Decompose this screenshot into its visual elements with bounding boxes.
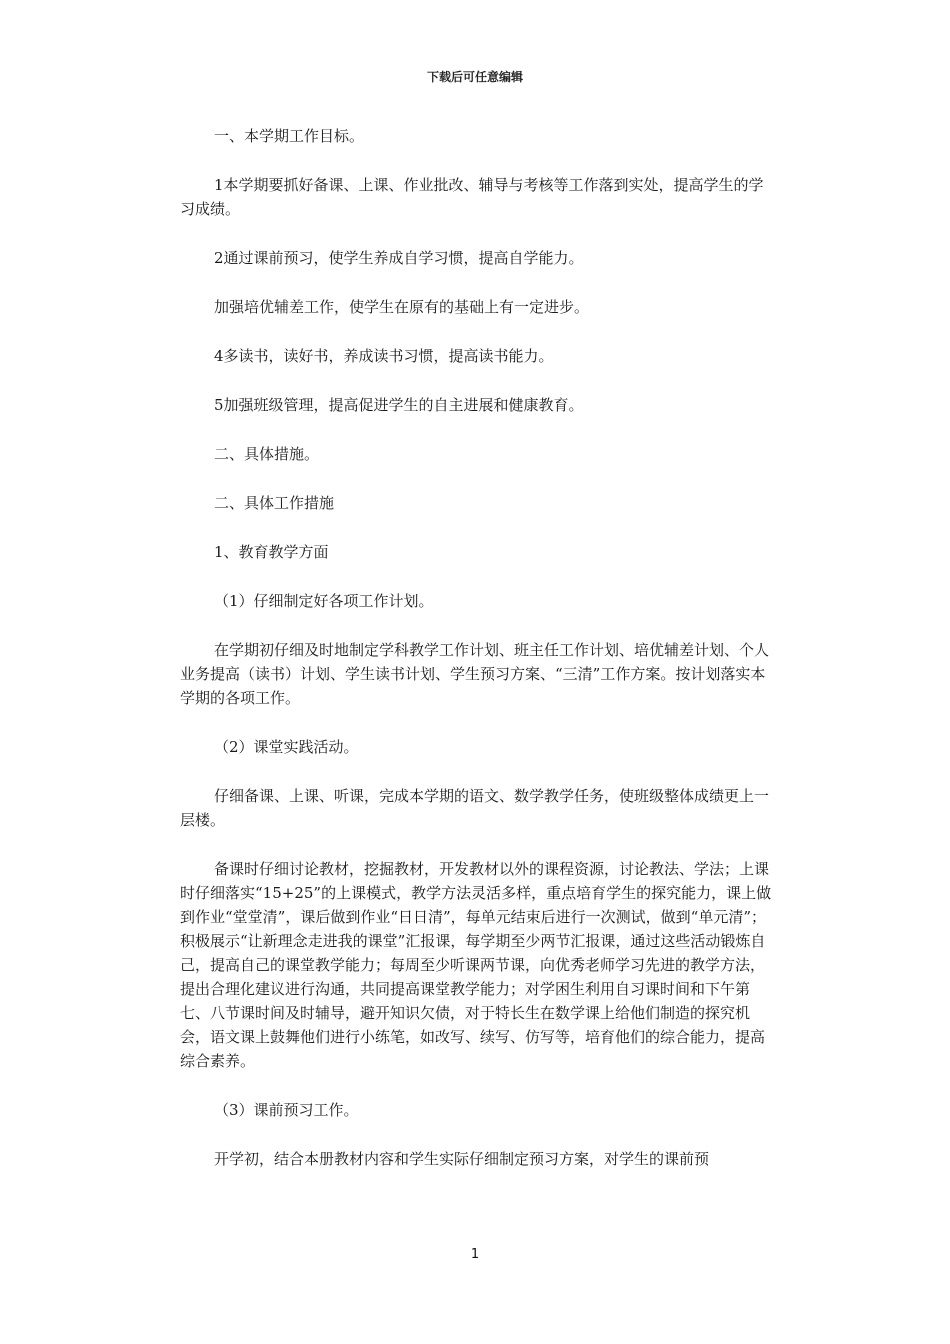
page-number: 1: [470, 1247, 480, 1262]
goal-item-3: 加强培优辅差工作，使学生在原有的基础上有一定进步。: [214, 298, 590, 316]
section-heading-measures: 二、具体措施。: [214, 445, 320, 463]
paragraph-classroom-detail: 备课时仔细讨论教材，挖掘教材，开发教材以外的课程资源，讨论教法、学法；上课时仔细落实“15+25”的上课模式，教学方法灵活多样，重点培育学生的探究能力，课上做到作业“堂堂清”，课后做到作业“日日清”，每单元结束后进行一次测试，做到“单元清”；积极展示“让新理念走进我的课堂”汇报课，每学期至少两节汇报课，通过这些活动锻炼自己，提高自己的课堂教学能力；每周至少听课两节课，向优秀老师学习先进的教学方法，提出合理化建议进行沟通，共同提高课堂教学能力；对学困生利用自习课时间和下午第七、八节课时间及时辅导，避开知识欠债，对于特长生在数学课上给他们制造的探究机会，语文课上鼓舞他们进行小练笔，如改写、续写、仿写等，培育他们的综合能力，提高综合素养。: [180, 860, 772, 1070]
goal-item-5: 5加强班级管理，提高促进学生的自主进展和健康教育。: [214, 396, 584, 414]
item-heading-preview: （3）课前预习工作。: [214, 1101, 359, 1119]
section-heading-goals: 一、本学期工作目标。: [214, 127, 365, 145]
item-heading-plans: （1）仔细制定好各项工作计划。: [214, 592, 434, 610]
document-body: [180, 124, 772, 1196]
goal-item-2: 2通过课前预习，使学生养成自学习惯，提高自学能力。: [214, 249, 584, 267]
page-header-note: 下载后可任意编辑: [426, 70, 523, 84]
paragraph-preview: 开学初，结合本册教材内容和学生实际仔细制定预习方案，对学生的课前预: [214, 1150, 710, 1168]
paragraph-plans: 在学期初仔细及时地制定学科教学工作计划、班主任工作计划、培优辅差计划、个人业务提高（读书）计划、学生读书计划、学生预习方案、“三清”工作方案。按计划落实本学期的各项工作。: [180, 641, 770, 707]
item-heading-classroom: （2）课堂实践活动。: [214, 738, 359, 756]
subsection-heading-teaching: 1、教育教学方面: [214, 543, 329, 561]
paragraph-classroom-summary: 仔细备课、上课、听课，完成本学期的语文、数学教学任务，使班级整体成绩更上一层楼。: [180, 787, 770, 829]
goal-item-4: 4多读书，读好书，养成读书习惯，提高读书能力。: [214, 347, 554, 365]
goal-item-1: 1本学期要抓好备课、上课、作业批改、辅导与考核等工作落到实处，提高学生的学习成绩。: [180, 176, 764, 218]
section-heading-work-measures: 二、具体工作措施: [214, 494, 335, 512]
